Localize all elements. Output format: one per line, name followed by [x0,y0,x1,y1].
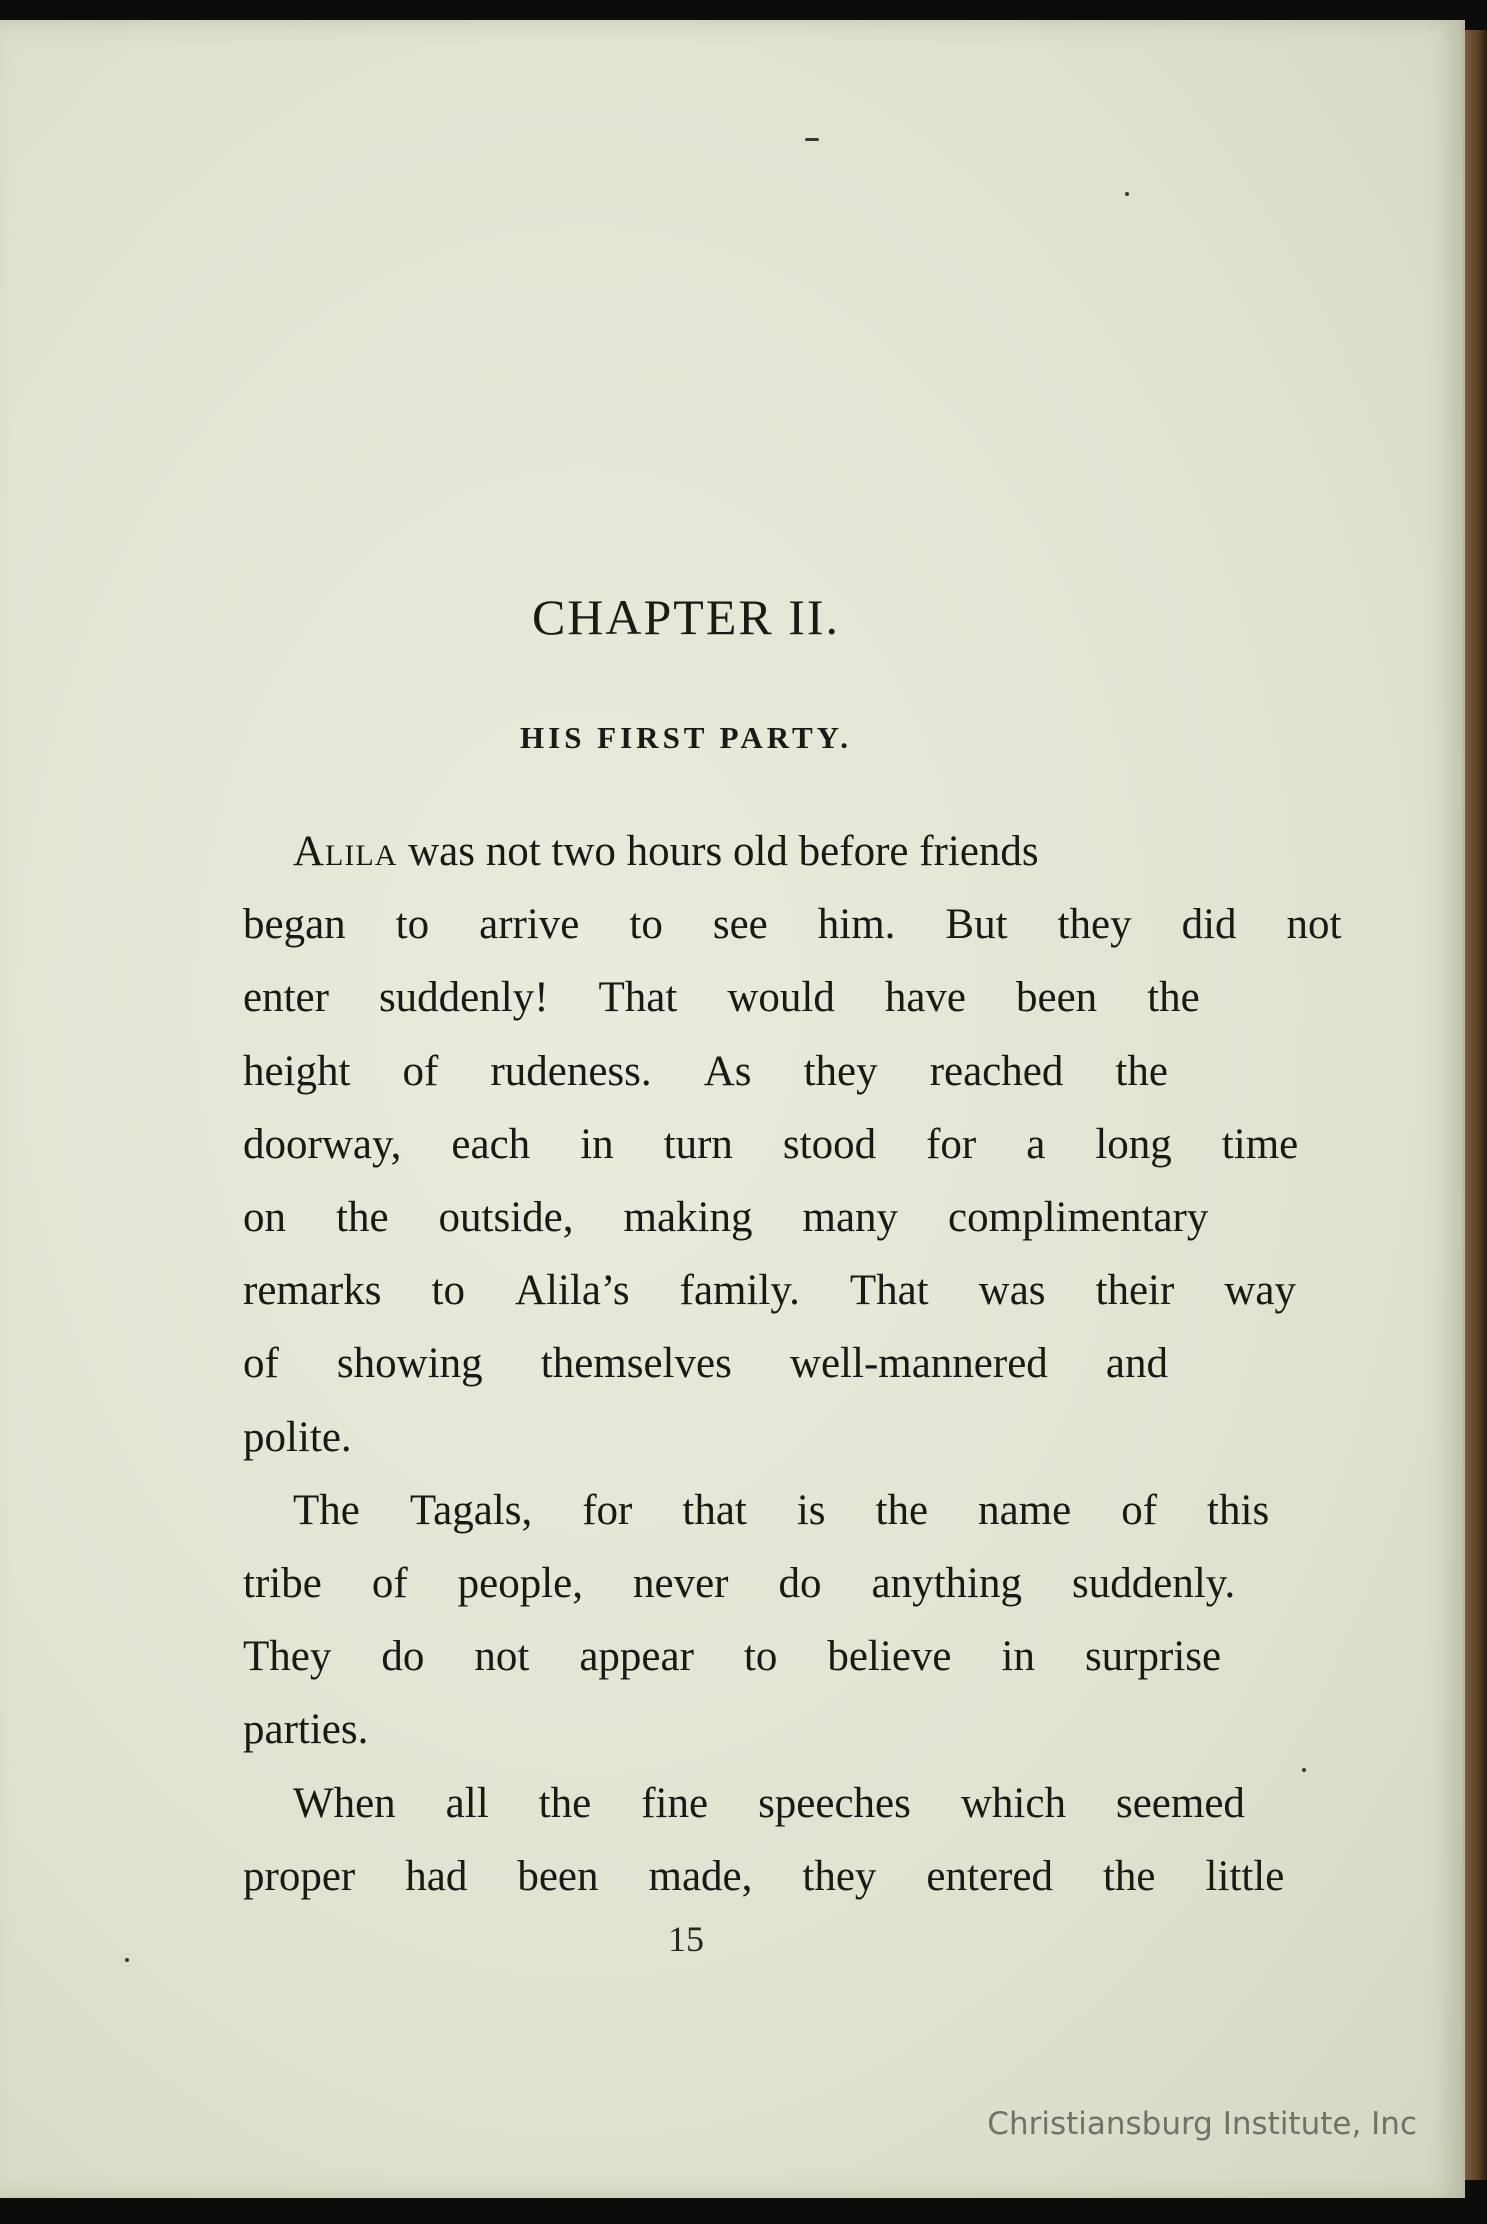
text-line [193,1767,1245,1840]
word: made, [648,1852,753,1900]
text-line [193,1254,1296,1327]
word: showing [336,1340,483,1388]
body-text [193,815,1342,1913]
word: rudeness. [490,1047,652,1095]
word: that [682,1486,747,1534]
chapter-heading: CHAPTER II. [531,589,841,645]
word: have [884,974,967,1022]
text-line [193,1840,1285,1913]
word: do [778,1560,822,1608]
word: in [580,1120,614,1168]
word: for [926,1120,977,1168]
word: a [1026,1120,1046,1168]
word: seemed [1115,1779,1245,1827]
word: him. [817,901,896,949]
opening-small-caps: Alila [293,828,398,875]
word: their [1095,1267,1175,1315]
word: all [445,1779,489,1827]
word: complimentary [948,1194,1209,1242]
word: for [582,1486,633,1534]
ink-speck [805,138,819,141]
text-line [193,888,1342,961]
word: to [395,901,430,949]
word: stood [782,1120,877,1168]
word: to [629,901,663,949]
word: speeches [758,1779,911,1827]
word: which [960,1779,1066,1827]
text-line: parties. [243,1706,369,1754]
text-line [193,1620,1222,1693]
word: outside, [438,1194,574,1242]
word: believe [827,1633,952,1681]
text-line [193,1327,1168,1400]
word: When [293,1779,396,1827]
word: not [474,1633,530,1681]
word: fine [641,1779,709,1827]
word: way [1224,1267,1296,1315]
chapter-title: HIS FIRST PARTY. [520,720,852,755]
word: to [431,1267,465,1315]
paragraph-2 [193,1474,1270,1767]
word: tribe [243,1560,322,1608]
word: As [703,1047,752,1095]
word: the [1102,1852,1156,1900]
word: little [1205,1852,1285,1900]
word: each [451,1120,531,1168]
word: proper [243,1852,356,1900]
word: never [633,1560,729,1608]
word: of [371,1560,408,1608]
word: had [405,1852,468,1900]
ink-speck [1125,192,1129,196]
word: do [381,1633,425,1681]
word: did [1181,901,1237,949]
word: been [517,1852,599,1900]
word: the [875,1486,929,1534]
word: entered [926,1852,1053,1900]
word: appear [579,1633,694,1681]
word: of [1121,1486,1158,1534]
word: name [978,1486,1072,1534]
word: on [243,1194,286,1242]
word: remarks [243,1267,382,1315]
text-line [193,1547,1236,1620]
word: suddenly! [378,974,549,1022]
word: they [802,1852,877,1900]
word: been [1016,974,1098,1022]
ink-speck [1302,1768,1306,1772]
word: time [1221,1120,1299,1168]
word: making [623,1194,753,1242]
text-line-content: was not two hours old before friends [397,828,1039,875]
word: suddenly. [1072,1560,1236,1608]
word: height [243,1047,351,1095]
book-page [0,20,1465,2198]
word: the [538,1779,592,1827]
word: of [402,1047,439,1095]
word: and [1105,1340,1168,1388]
word: see [712,901,768,949]
word: The [293,1486,360,1534]
word: to [743,1633,778,1681]
ink-speck [125,1958,129,1962]
word: is [796,1486,826,1534]
word: surprise [1084,1633,1222,1681]
word: they [803,1047,878,1095]
word: That [598,974,678,1022]
word: arrive [479,901,580,949]
word: That [849,1267,929,1315]
paragraph-1 [193,815,1342,1474]
word: the [336,1194,389,1242]
word: anything [871,1560,1022,1608]
word: of [243,1340,279,1388]
page-number: 15 [668,1919,704,1959]
word: themselves [540,1340,732,1388]
word: family. [679,1267,800,1315]
word: the [1115,1047,1168,1095]
word: well-mannered [789,1340,1048,1388]
word: the [1147,974,1200,1022]
word: reached [929,1047,1064,1095]
text-line [193,1474,1270,1547]
word: They [243,1633,332,1681]
text-line [193,1108,1299,1181]
word: people, [457,1560,584,1608]
text-line [193,961,1200,1034]
word: long [1095,1120,1172,1168]
text-line [193,1181,1209,1254]
word: not [1286,901,1342,949]
text-line [193,815,1168,888]
word: they [1057,901,1132,949]
watermark: Christiansburg Institute, Inc [987,2106,1417,2142]
word: doorway, [243,1120,402,1168]
word: in [1001,1633,1035,1681]
word: would [727,974,835,1022]
word: Alila’s [514,1267,630,1315]
word: many [802,1194,899,1242]
word: Tagals, [409,1486,533,1534]
word: enter [243,974,329,1022]
word: began [243,901,346,949]
word: was [978,1267,1046,1315]
text-line: polite. [243,1413,352,1461]
word: But [945,901,1008,949]
word: turn [663,1120,733,1168]
word: this [1207,1486,1270,1534]
text-line [193,1035,1168,1108]
paragraph-3 [193,1767,1285,1913]
